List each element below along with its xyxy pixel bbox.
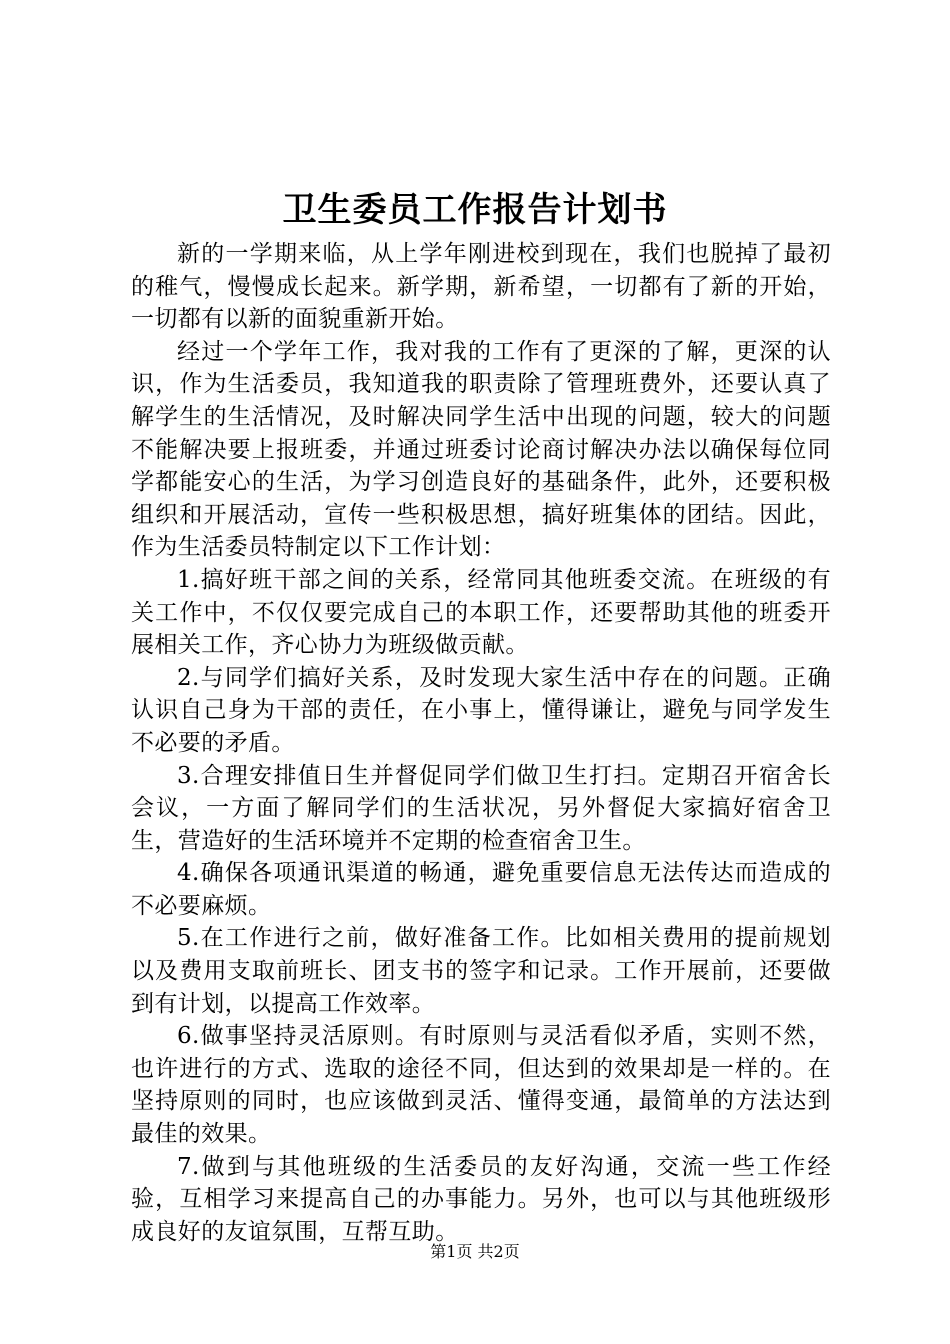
plan-item-3: 3.合理安排值日生并督促同学们做卫生打扫。定期召开宿舍长会议，一方面了解同学们的生活状况，另外督促大家搞好宿舍卫生，营造好的生活环境并不定期的检查宿舍卫生。: [131, 762, 831, 854]
paragraph-duties: 经过一个学年工作，我对我的工作有了更深的了解，更深的认识，作为生活委员，我知道我的职责除了管理班费外，还要认真了解学生的生活情况，及时解决同学生活中出现的问题，较大的问题不能解决要上报班委，并通过班委讨论商讨解决办法以确保每位同学都能安心的生活，为学习创造良好的基础条件，此外，还要积极组织和开展活动，宣传一些积极思想，搞好班集体的团结。因此，作为生活委员特制定以下工作计划：: [131, 338, 831, 561]
plan-item-1: 1.搞好班干部之间的关系，经常同其他班委交流。在班级的有关工作中，不仅仅要完成自己的本职工作，还要帮助其他的班委开展相关工作，齐心协力为班级做贡献。: [131, 566, 831, 659]
document-title: 卫生委员工作报告计划书: [282, 190, 668, 230]
plan-item-5: 5.在工作进行之前，做好准备工作。比如相关费用的提前规划以及费用支取前班长、团支书的签字和记录。工作开展前，还要做到有计划，以提高工作效率。: [131, 925, 831, 1017]
plan-item-4: 4.确保各项通讯渠道的畅通，避免重要信息无法传达而造成的不必要麻烦。: [131, 860, 831, 919]
plan-item-7: 7.做到与其他班级的生活委员的友好沟通，交流一些工作经验，互相学习来提高自己的办事能力。另外，也可以与其他班级形成良好的友谊氛围，互帮互助。: [131, 1153, 831, 1245]
page-number-footer: 第1页 共2页: [430, 1242, 520, 1261]
plan-item-6: 6.做事坚持灵活原则。有时原则与灵活看似矛盾，实则不然，也许进行的方式、选取的途径不同，但达到的效果却是一样的。在坚持原则的同时，也应该做到灵活、懂得变通，最简单的方法达到最佳的效果。: [131, 1023, 831, 1148]
paragraph-intro: 新的一学期来临，从上学年刚进校到现在，我们也脱掉了最初的稚气，慢慢成长起来。新学期，新希望，一切都有了新的开始，一切都有以新的面貌重新开始。: [131, 241, 831, 333]
document-body: [131, 238, 831, 1248]
plan-item-2: 2.与同学们搞好关系，及时发现大家生活中存在的问题。正确认识自己身为干部的责任，在小事上，懂得谦让，避免与同学发生不必要的矛盾。: [131, 664, 831, 756]
